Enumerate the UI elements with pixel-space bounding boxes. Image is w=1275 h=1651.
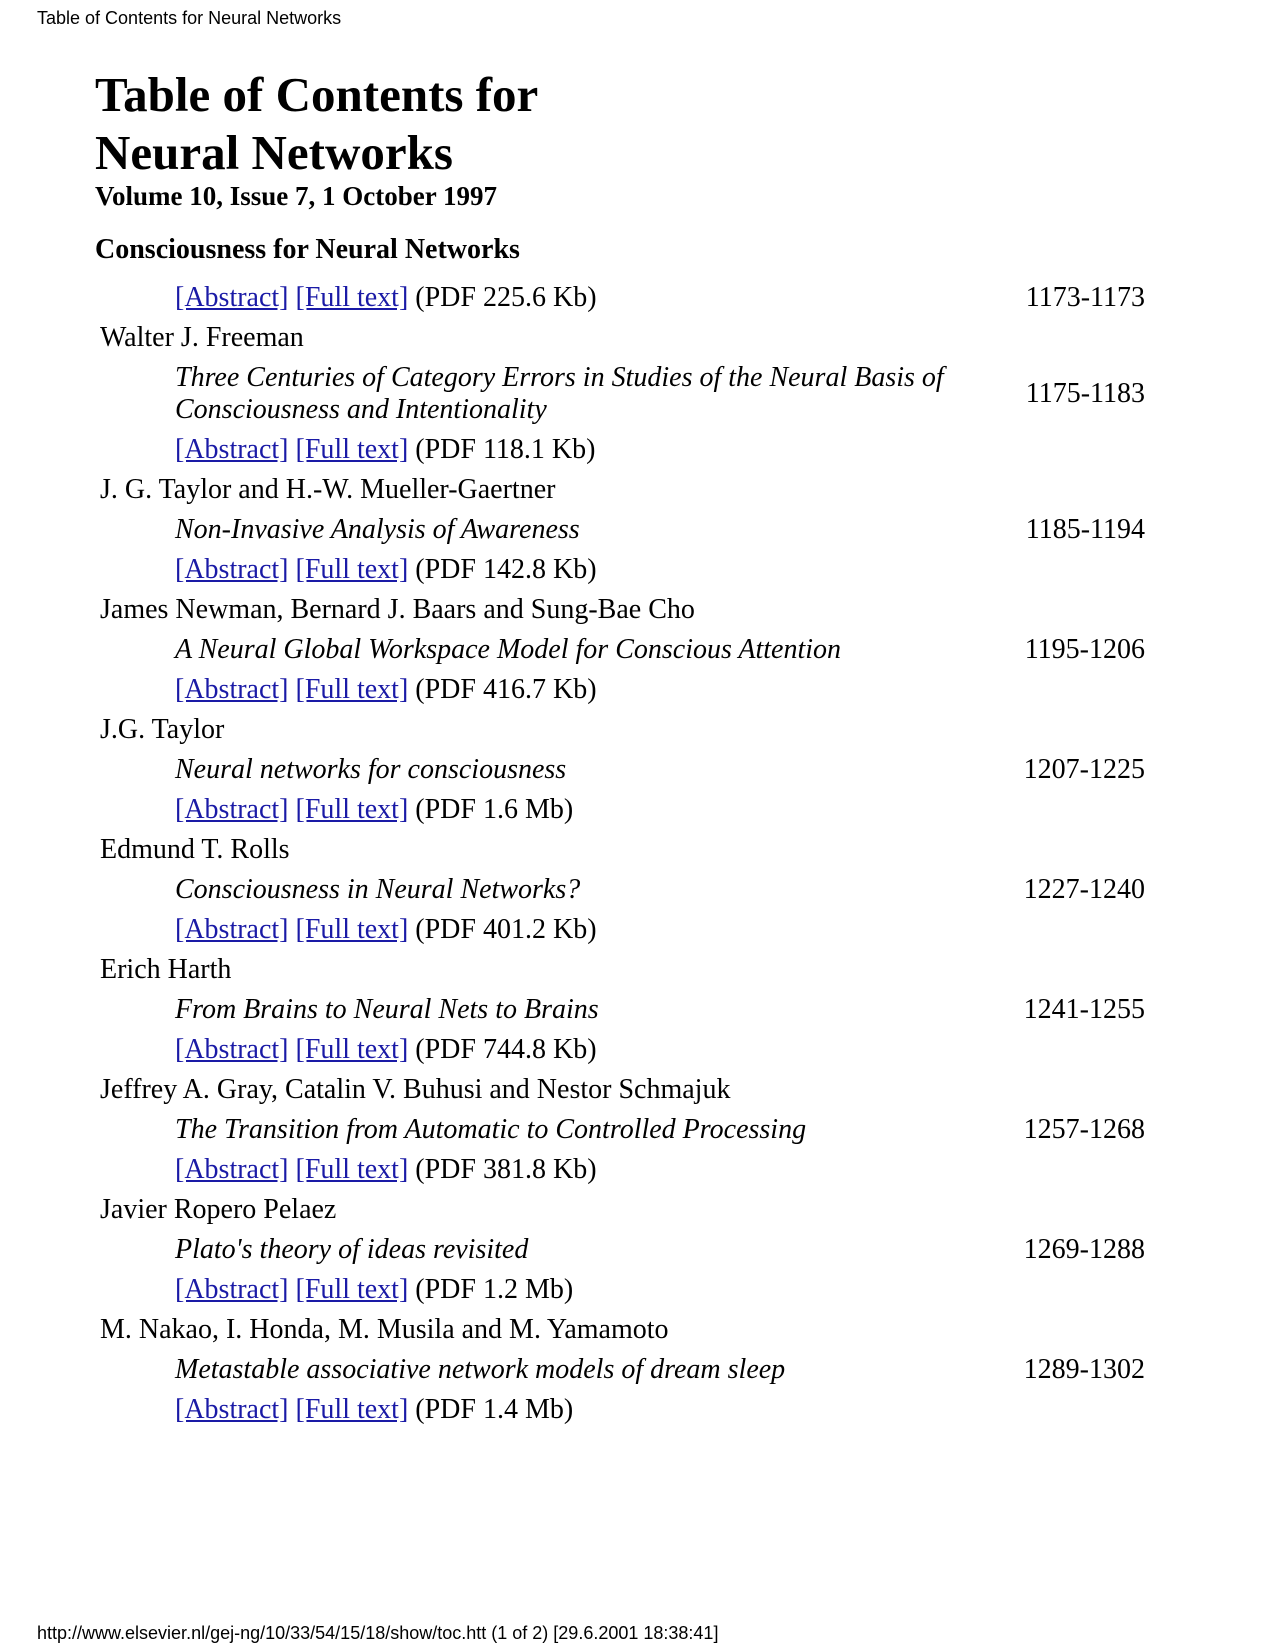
entry-links-row — [95, 1270, 1165, 1310]
fulltext-link[interactable]: [Full text] — [295, 1034, 409, 1065]
page-range: 1227-1240 — [1023, 874, 1145, 905]
toc-entry — [95, 470, 1165, 590]
page-range: 1269-1288 — [1023, 1234, 1145, 1265]
pdf-size: (PDF 381.8 Kb) — [415, 1154, 597, 1185]
entry-authors: Edmund T. Rolls — [100, 834, 290, 865]
entry-title: Consciousness in Neural Networks? — [175, 874, 581, 905]
editorial-links-row — [95, 278, 1165, 318]
entry-authors: M. Nakao, I. Honda, M. Musila and M. Yamamoto — [100, 1314, 669, 1345]
page-range: 1241-1255 — [1023, 994, 1145, 1025]
entry-authors: J.G. Taylor — [100, 714, 225, 745]
toc-list — [95, 278, 1165, 1430]
fulltext-link[interactable]: [Full text] — [295, 794, 409, 825]
pdf-size: (PDF 118.1 Kb) — [415, 434, 596, 465]
page-range: 1175-1183 — [1025, 378, 1145, 409]
abstract-link[interactable]: [Abstract] — [175, 1154, 289, 1185]
entry-title-row — [95, 1230, 1165, 1270]
page-title — [95, 66, 538, 182]
abstract-link[interactable]: [Abstract] — [175, 282, 289, 313]
pdf-size: (PDF 744.8 Kb) — [415, 1034, 597, 1065]
entry-title-row — [95, 630, 1165, 670]
entry-title-row — [95, 1110, 1165, 1150]
fulltext-link[interactable]: [Full text] — [295, 434, 409, 465]
abstract-link[interactable]: [Abstract] — [175, 434, 289, 465]
entry-links-row — [95, 1150, 1165, 1190]
page-range: 1207-1225 — [1023, 754, 1145, 785]
entry-title-row — [95, 750, 1165, 790]
pdf-size: (PDF 416.7 Kb) — [415, 674, 597, 705]
toc-entry — [95, 1070, 1165, 1190]
entry-authors: James Newman, Bernard J. Baars and Sung-Bae Cho — [100, 594, 695, 625]
entry-title: From Brains to Neural Nets to Brains — [175, 994, 599, 1025]
abstract-link[interactable]: [Abstract] — [175, 1034, 289, 1065]
toc-entry — [95, 710, 1165, 830]
page-range: 1289-1302 — [1023, 1354, 1145, 1385]
entry-links-row — [95, 790, 1165, 830]
entry-authors: Erich Harth — [100, 954, 232, 985]
abstract-link[interactable]: [Abstract] — [175, 794, 289, 825]
abstract-link[interactable]: [Abstract] — [175, 674, 289, 705]
pdf-size: (PDF 1.6 Mb) — [415, 794, 574, 825]
entry-links-row — [95, 910, 1165, 950]
pdf-size: (PDF 401.2 Kb) — [415, 914, 597, 945]
entry-links-row — [95, 430, 1165, 470]
abstract-link[interactable]: [Abstract] — [175, 914, 289, 945]
toc-entry — [95, 830, 1165, 950]
fulltext-link[interactable]: [Full text] — [295, 554, 409, 585]
toc-entry — [95, 1310, 1165, 1430]
page-title-line1: Table of Contents for — [95, 67, 539, 122]
entry-title-row — [95, 358, 1165, 430]
entry-title: Three Centuries of Category Errors in Studies of the Neural Basis of Consciousness and Intentionality — [175, 362, 944, 425]
entry-links-row — [95, 1030, 1165, 1070]
pdf-size: (PDF 1.2 Mb) — [415, 1274, 574, 1305]
abstract-link[interactable]: [Abstract] — [175, 1394, 289, 1425]
fulltext-link[interactable]: [Full text] — [295, 1154, 409, 1185]
issue-info: Volume 10, Issue 7, 1 October 1997 — [95, 181, 498, 211]
fulltext-link[interactable]: [Full text] — [295, 282, 409, 313]
entry-title-row — [95, 870, 1165, 910]
page-title-line2: Neural Networks — [95, 125, 453, 180]
entry-title: The Transition from Automatic to Controlled Processing — [175, 1114, 807, 1145]
entry-authors: J. G. Taylor and H.-W. Mueller-Gaertner — [100, 474, 556, 505]
print-footer: http://www.elsevier.nl/gej-ng/10/33/54/15/18/show/toc.htt (1 of 2) [29.6.2001 18:38:41] — [37, 1623, 719, 1643]
entry-title: Non-Invasive Analysis of Awareness — [175, 514, 580, 545]
entry-title: Metastable associative network models of dream sleep — [175, 1354, 786, 1385]
pdf-size: (PDF 1.4 Mb) — [415, 1394, 574, 1425]
entry-authors: Walter J. Freeman — [100, 322, 304, 353]
pdf-size: (PDF 225.6 Kb) — [415, 282, 597, 313]
entry-title: A Neural Global Workspace Model for Conscious Attention — [175, 634, 842, 665]
entry-title-row — [95, 1350, 1165, 1390]
entry-title-row — [95, 510, 1165, 550]
abstract-link[interactable]: [Abstract] — [175, 1274, 289, 1305]
page-range: 1195-1206 — [1024, 634, 1145, 665]
entry-links-row — [95, 1390, 1165, 1430]
entry-title: Neural networks for consciousness — [175, 754, 567, 785]
toc-entry — [95, 950, 1165, 1070]
abstract-link[interactable]: [Abstract] — [175, 554, 289, 585]
section-title: Consciousness for Neural Networks — [95, 234, 520, 265]
fulltext-link[interactable]: [Full text] — [295, 674, 409, 705]
toc-entry — [95, 318, 1165, 470]
fulltext-link[interactable]: [Full text] — [295, 1394, 409, 1425]
toc-entry — [95, 1190, 1165, 1310]
entry-title: Plato's theory of ideas revisited — [175, 1234, 529, 1265]
entry-authors: Javier Ropero Pelaez — [100, 1194, 337, 1225]
entry-title-row — [95, 990, 1165, 1030]
pdf-size: (PDF 142.8 Kb) — [415, 554, 597, 585]
entry-links-row — [95, 550, 1165, 590]
entry-authors: Jeffrey A. Gray, Catalin V. Buhusi and Nestor Schmajuk — [100, 1074, 731, 1105]
page-range: 1185-1194 — [1025, 514, 1145, 545]
fulltext-link[interactable]: [Full text] — [295, 914, 409, 945]
page-range: 1173-1173 — [1025, 282, 1145, 313]
fulltext-link[interactable]: [Full text] — [295, 1274, 409, 1305]
page-range: 1257-1268 — [1023, 1114, 1145, 1145]
print-header: Table of Contents for Neural Networks — [37, 8, 342, 28]
toc-entry — [95, 590, 1165, 710]
entry-links-row — [95, 670, 1165, 710]
